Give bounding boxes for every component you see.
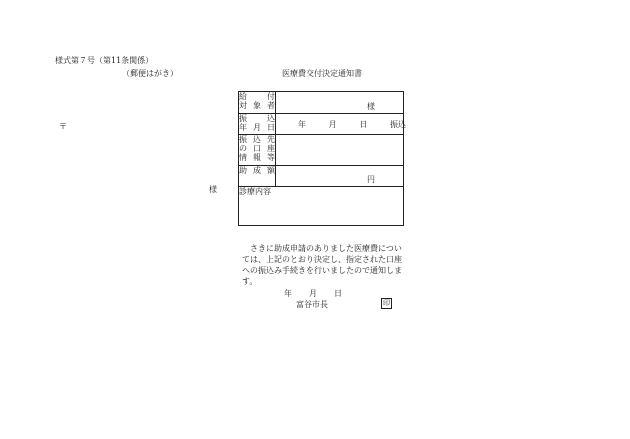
postal-mark: 〒	[59, 122, 67, 131]
notice-date	[284, 289, 342, 299]
details-cell[interactable]	[239, 187, 404, 226]
amount-value-cell[interactable]	[276, 166, 404, 187]
table-row-transfer-date	[239, 114, 404, 135]
date-day: 日	[359, 120, 368, 129]
table-row-amount	[239, 166, 404, 187]
notice-table	[238, 91, 404, 226]
notice-date-day: 日	[334, 289, 342, 298]
document-title: 医療費交付決定通知書	[282, 69, 362, 78]
account-value-cell[interactable]	[276, 135, 404, 166]
table-row-recipient	[239, 92, 404, 114]
date-month: 月	[328, 120, 337, 129]
date-year: 年	[298, 120, 306, 129]
recipient-value-cell[interactable]	[276, 92, 404, 114]
seal-mark: 印	[383, 299, 390, 307]
transfer-date-value-cell[interactable]	[276, 114, 404, 135]
postcard-label: （郵便はがき）	[122, 69, 178, 78]
table-row-account	[239, 135, 404, 166]
notice-date-month: 月	[309, 289, 317, 298]
account-label: 振込先 の口座 情報等	[239, 135, 276, 166]
recipient-suffix: 様	[367, 102, 375, 111]
notice-body: さきに助成申請のありました医療費については、上記のとおり決定し、指定された口座への振込み手続きを行いましたので通知します。	[242, 244, 402, 286]
transfer-date-label: 振 込 年月日	[239, 114, 276, 135]
recipient-label: 給 付 対象者	[239, 92, 276, 114]
issuer: 富谷市長	[296, 300, 328, 309]
form-number: 様式第７号（第11条関係）	[55, 56, 154, 65]
amount-unit: 円	[367, 175, 375, 184]
amount-label: 助成額	[239, 166, 276, 187]
transfer-word: 振込	[389, 120, 406, 129]
details-label: 診療内容	[239, 187, 271, 196]
transfer-date-fields	[298, 120, 406, 129]
notice-date-year: 年	[284, 289, 292, 298]
table-row-details	[239, 187, 404, 226]
recipient-honorific: 様	[209, 185, 217, 194]
